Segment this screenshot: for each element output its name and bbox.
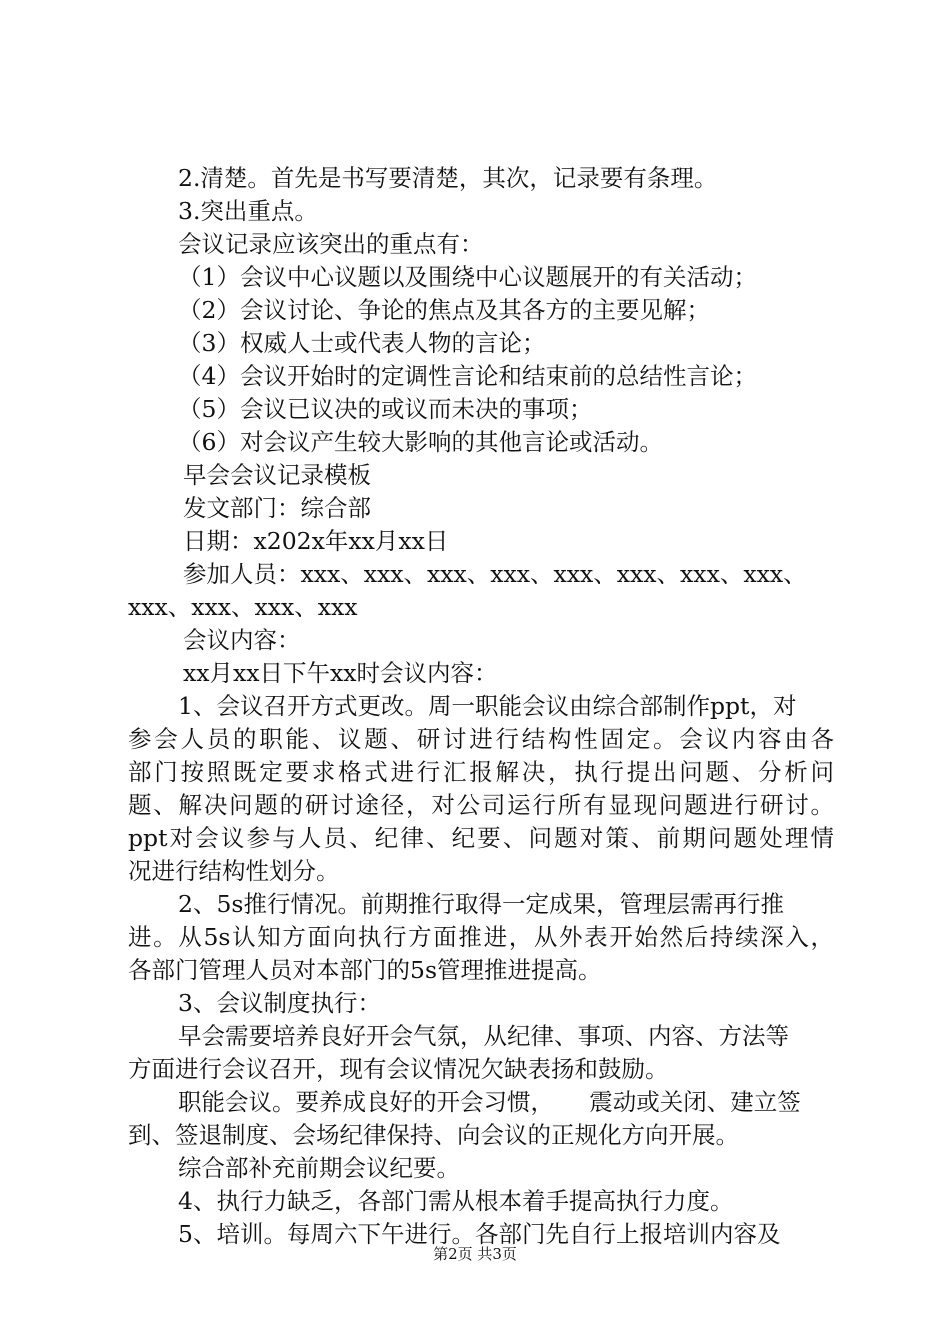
text-line: 日期：x202x年xx月xx日 [183,527,449,555]
text-line: 会议内容： [183,626,301,654]
text-line: 早会需要培养良好开会气氛，从纪律、事项、内容、方法等 [178,1022,789,1050]
text-line: 2、5s推行情况。前期推行取得一定成果，管理层需再行推 [178,890,784,918]
text-line: 况进行结构性划分。 [128,857,340,885]
text-line: 综合部补充前期会议纪要。 [178,1154,460,1182]
text-line: 参加人员：xxx、xxx、xxx、xxx、xxx、xxx、xxx、xxx、 [183,560,807,588]
text-line: 职能会议。要养成良好的开会习惯， 震动或关闭、建立签 [178,1088,801,1116]
text-line: ppt对会议参与人员、纪律、纪要、问题对策、前期问题处理情 [128,824,834,852]
text-line: 方面进行会议召开，现有会议情况欠缺表扬和鼓励。 [128,1055,669,1083]
text-line: 进。从5s认知方面向执行方面推进，从外表开始然后持续深入， [128,923,834,951]
text-line: 各部门管理人员对本部门的5s管理推进提高。 [128,956,602,984]
text-line: （2）会议讨论、争论的焦点及其各方的主要见解； [178,296,710,324]
text-line: 发文部门：综合部 [183,494,371,522]
text-line: xx月xx日下午xx时会议内容： [183,659,498,687]
text-line: xxx、xxx、xxx、xxx [128,593,358,621]
text-line: 部门按照既定要求格式进行汇报解决，执行提出问题、分析问 [128,758,834,786]
text-line: （3）权威人士或代表人物的言论； [178,329,546,357]
text-line: 会议记录应该突出的重点有： [178,230,484,258]
text-line: 1、会议召开方式更改。周一职能会议由综合部制作ppt，对 [178,692,797,720]
text-line: （1）会议中心议题以及围绕中心议题展开的有关活动； [178,263,757,291]
text-line: 5、培训。每周六下午进行。各部门先自行上报培训内容及 [178,1220,781,1248]
text-line: 参会人员的职能、议题、研讨进行结构性固定。会议内容由各 [128,725,834,753]
text-line: 2.清楚。首先是书写要清楚，其次，记录要有条理。 [178,164,718,192]
text-line: （6）对会议产生较大影响的其他言论或活动。 [178,428,663,456]
text-line: 早会会议记录模板 [183,461,371,489]
text-line: （4）会议开始时的定调性言论和结束前的总结性言论； [178,362,757,390]
text-line: 3、会议制度执行： [178,989,381,1017]
text-line: 到、签退制度、会场纪律保持、向会议的正规化方向开展。 [128,1121,739,1149]
text-line: 3.突出重点。 [178,197,318,225]
text-line: 题、解决问题的研讨途径，对公司运行所有显现问题进行研讨。 [128,791,834,819]
text-line: （5）会议已议决的或议而未决的事项； [178,395,593,423]
text-line: 4、执行力缺乏，各部门需从根本着手提高执行力度。 [178,1187,734,1215]
page-footer: 第2页 共3页 [433,1245,517,1263]
